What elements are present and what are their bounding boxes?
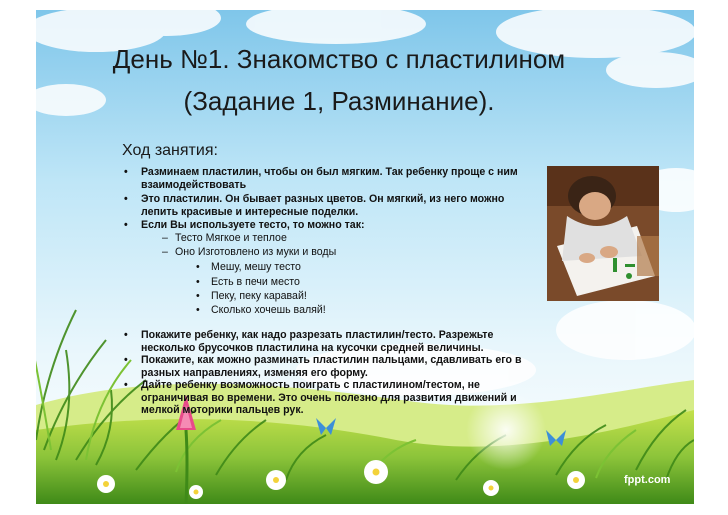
bullet-line: разных направлениях, изменяя его форму. <box>141 366 368 379</box>
bullet-icon: • <box>196 261 200 273</box>
bullet-icon: • <box>196 276 200 288</box>
bullet-icon: • <box>124 193 128 205</box>
rhyme-text: Мешу, мешу тесто <box>211 261 301 273</box>
bullet-icon: • <box>124 166 128 178</box>
sub-item-text: Тесто Мягкое и теплое <box>175 232 287 244</box>
bullet-icon: • <box>124 354 128 366</box>
rhyme-text: Пеку, пеку каравай! <box>211 290 307 302</box>
sub-item-text: Оно Изготовлено из муки и воды <box>175 246 337 258</box>
dash-icon: – <box>162 232 168 244</box>
bullet-line: взаимодействовать <box>141 178 247 191</box>
bullet-line: несколько брусочков пластилина на кусочки средней величины. <box>141 341 484 354</box>
bullet-line: Дайте ребенку возможность поиграть с пластилином/тестом, не <box>141 379 480 391</box>
dash-icon: – <box>162 246 168 258</box>
rhyme-text: Есть в печи место <box>211 276 300 288</box>
bullet-line: Это пластилин. Он бывает разных цветов. Он мягкий, из него можно <box>141 193 505 205</box>
slide-title-line-2: (Задание 1, Разминание). <box>183 86 495 116</box>
bullet-line: Разминаем пластилин, чтобы он был мягким. Так ребенку проще с ним <box>141 166 518 178</box>
bullet-icon: • <box>124 219 128 231</box>
bullet-icon: • <box>196 290 200 302</box>
slide <box>36 10 694 504</box>
bullet-line: Покажите ребенку, как надо разрезать пластилин/тесто. Разрежьте <box>141 329 494 341</box>
section-heading: Ход занятия: <box>122 142 218 159</box>
bullet-line: Если Вы используете тесто, то можно так: <box>141 219 365 231</box>
bullet-icon: • <box>196 304 200 316</box>
bullet-line: лепить красивые и интересные поделки. <box>141 205 359 218</box>
bullet-icon: • <box>124 329 128 341</box>
child-photo <box>547 166 659 301</box>
bullet-line: Покажите, как можно разминать пластилин пальцами, сдавливать его в <box>141 354 522 366</box>
bullet-line: мелкой моторики пальцев рук. <box>141 404 304 416</box>
bullet-icon: • <box>124 379 128 391</box>
slide-title-line-1: День №1. Знакомство с пластилином <box>112 44 566 74</box>
brand-watermark: fppt.com <box>624 474 671 486</box>
rhyme-text: Сколько хочешь валяй! <box>211 304 326 316</box>
bullet-line: ограничивая во времени. Это очень полезно для развития движений и <box>141 391 517 404</box>
